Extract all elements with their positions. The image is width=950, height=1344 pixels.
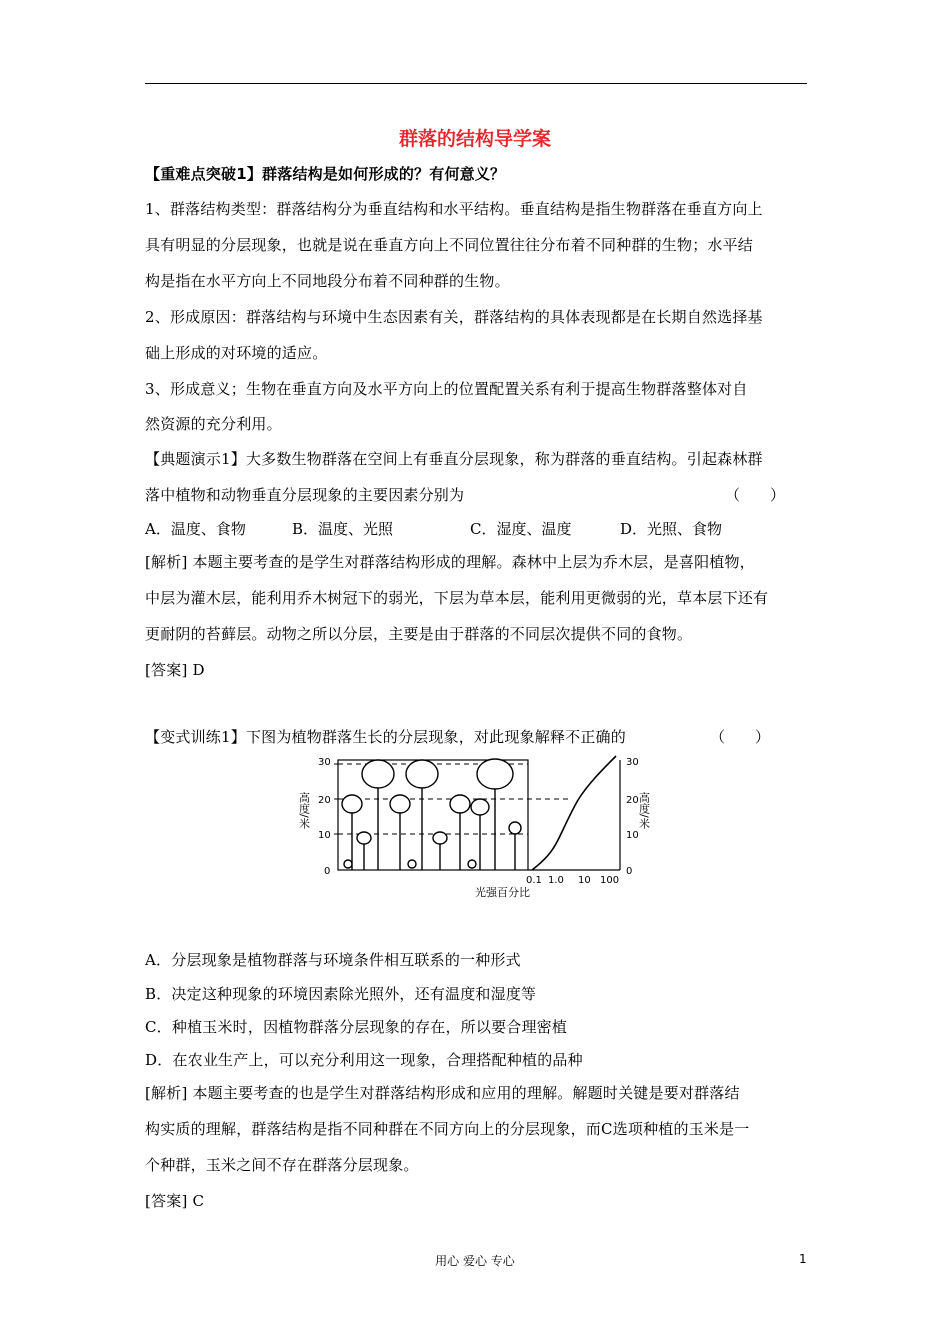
- y-label-right: 高度/米: [637, 792, 651, 829]
- x-tick: 1.0: [548, 875, 564, 886]
- option-d: D．光照、食物: [620, 520, 723, 538]
- x-tick: 10: [578, 875, 591, 886]
- analysis-line: 更耐阴的苔藓层。动物之所以分层，主要是由于群落的不同层次提供不同的食物。: [145, 625, 693, 643]
- question-stem: 【变式训练1】下图为植物群落生长的分层现象，对此现象解释不正确的: [145, 728, 626, 746]
- paragraph-line: 2、形成原因：群落结构与环境中生态因素有关，群落结构的具体表现都是在长期自然选择基: [145, 308, 763, 326]
- y-tick-left: 20: [318, 795, 331, 806]
- answer-line: [答案] D: [145, 661, 205, 679]
- header-rule: [145, 83, 807, 84]
- y-tick-left: 10: [318, 830, 331, 841]
- analysis-line: 中层为灌木层，能利用乔木树冠下的弱光，下层为草本层，能利用更微弱的光，草本层下还有: [145, 589, 769, 607]
- page-number: 1: [799, 1252, 807, 1266]
- analysis-line: 个种群，玉米之间不存在群落分层现象。: [145, 1156, 419, 1174]
- paragraph-line: 1、群落结构类型：群落结构分为垂直结构和水平结构。垂直结构是指生物群落在垂直方向上: [145, 200, 763, 218]
- analysis-line: [解析] 本题主要考查的是学生对群落结构形成的理解。森林中上层为乔木层，是喜阳植物，: [145, 553, 755, 571]
- option-b: B．决定这种现象的环境因素除光照外，还有温度和湿度等: [145, 985, 537, 1003]
- y-tick-right: 0: [626, 866, 633, 877]
- y-tick-left: 0: [324, 866, 331, 877]
- answer-blank: （ ）: [710, 728, 771, 746]
- question-stem: 落中植物和动物垂直分层现象的主要因素分别为: [145, 486, 465, 504]
- tree-illustration: [342, 759, 521, 870]
- section-heading: 【重难点突破1】群落结构是如何形成的？有何意义？: [145, 165, 506, 183]
- option-c: C．种植玉米时，因植物群落分层现象的存在，所以要合理密植: [145, 1018, 568, 1036]
- option-a: A．温度、食物: [145, 520, 246, 538]
- y-tick-right: 10: [626, 830, 639, 841]
- answer-line: [答案] C: [145, 1192, 205, 1210]
- option-a: A．分层现象是植物群落与环境条件相互联系的一种形式: [145, 951, 521, 969]
- footer-text: 用心 爱心 专心: [435, 1254, 515, 1268]
- paragraph-line: 具有明显的分层现象，也就是说在垂直方向上不同位置往往分布着不同种群的生物；水平结: [145, 236, 754, 254]
- paragraph-line: 3、形成意义；生物在垂直方向及水平方向上的位置配置关系有利于提高生物群落整体对自: [145, 380, 748, 398]
- x-tick: 100: [600, 875, 620, 886]
- y-tick-left: 30: [318, 757, 331, 768]
- layering-figure: [290, 752, 651, 902]
- option-b: B．温度、光照: [292, 520, 394, 538]
- y-label-left: 高度/米: [297, 792, 311, 829]
- y-tick-right: 20: [626, 795, 639, 806]
- paragraph-line: 础上形成的对环境的适应。: [145, 344, 328, 362]
- x-label: 光强百分比: [475, 886, 530, 899]
- question-stem: 【典题演示1】大多数生物群落在空间上有垂直分层现象，称为群落的垂直结构。引起森林群: [145, 450, 763, 468]
- option-d: D．在农业生产上，可以充分利用这一现象，合理搭配种植的品种: [145, 1051, 583, 1069]
- option-c: C．湿度、温度: [470, 520, 572, 538]
- x-tick: 0.1: [526, 875, 542, 886]
- paragraph-line: 然资源的充分利用。: [145, 415, 282, 433]
- light-curve: [532, 756, 616, 870]
- answer-blank: （ ）: [725, 486, 786, 504]
- paragraph-line: 构是指在水平方向上不同地段分布着不同种群的生物。: [145, 272, 510, 290]
- analysis-line: [解析] 本题主要考查的也是学生对群落结构形成和应用的理解。解题时关键是要对群落结: [145, 1084, 740, 1102]
- y-tick-right: 30: [626, 757, 639, 768]
- page-title: 群落的结构导学案: [398, 128, 551, 150]
- analysis-line: 构实质的理解，群落结构是指不同种群在不同方向上的分层现象，而C选项种植的玉米是一: [145, 1120, 750, 1138]
